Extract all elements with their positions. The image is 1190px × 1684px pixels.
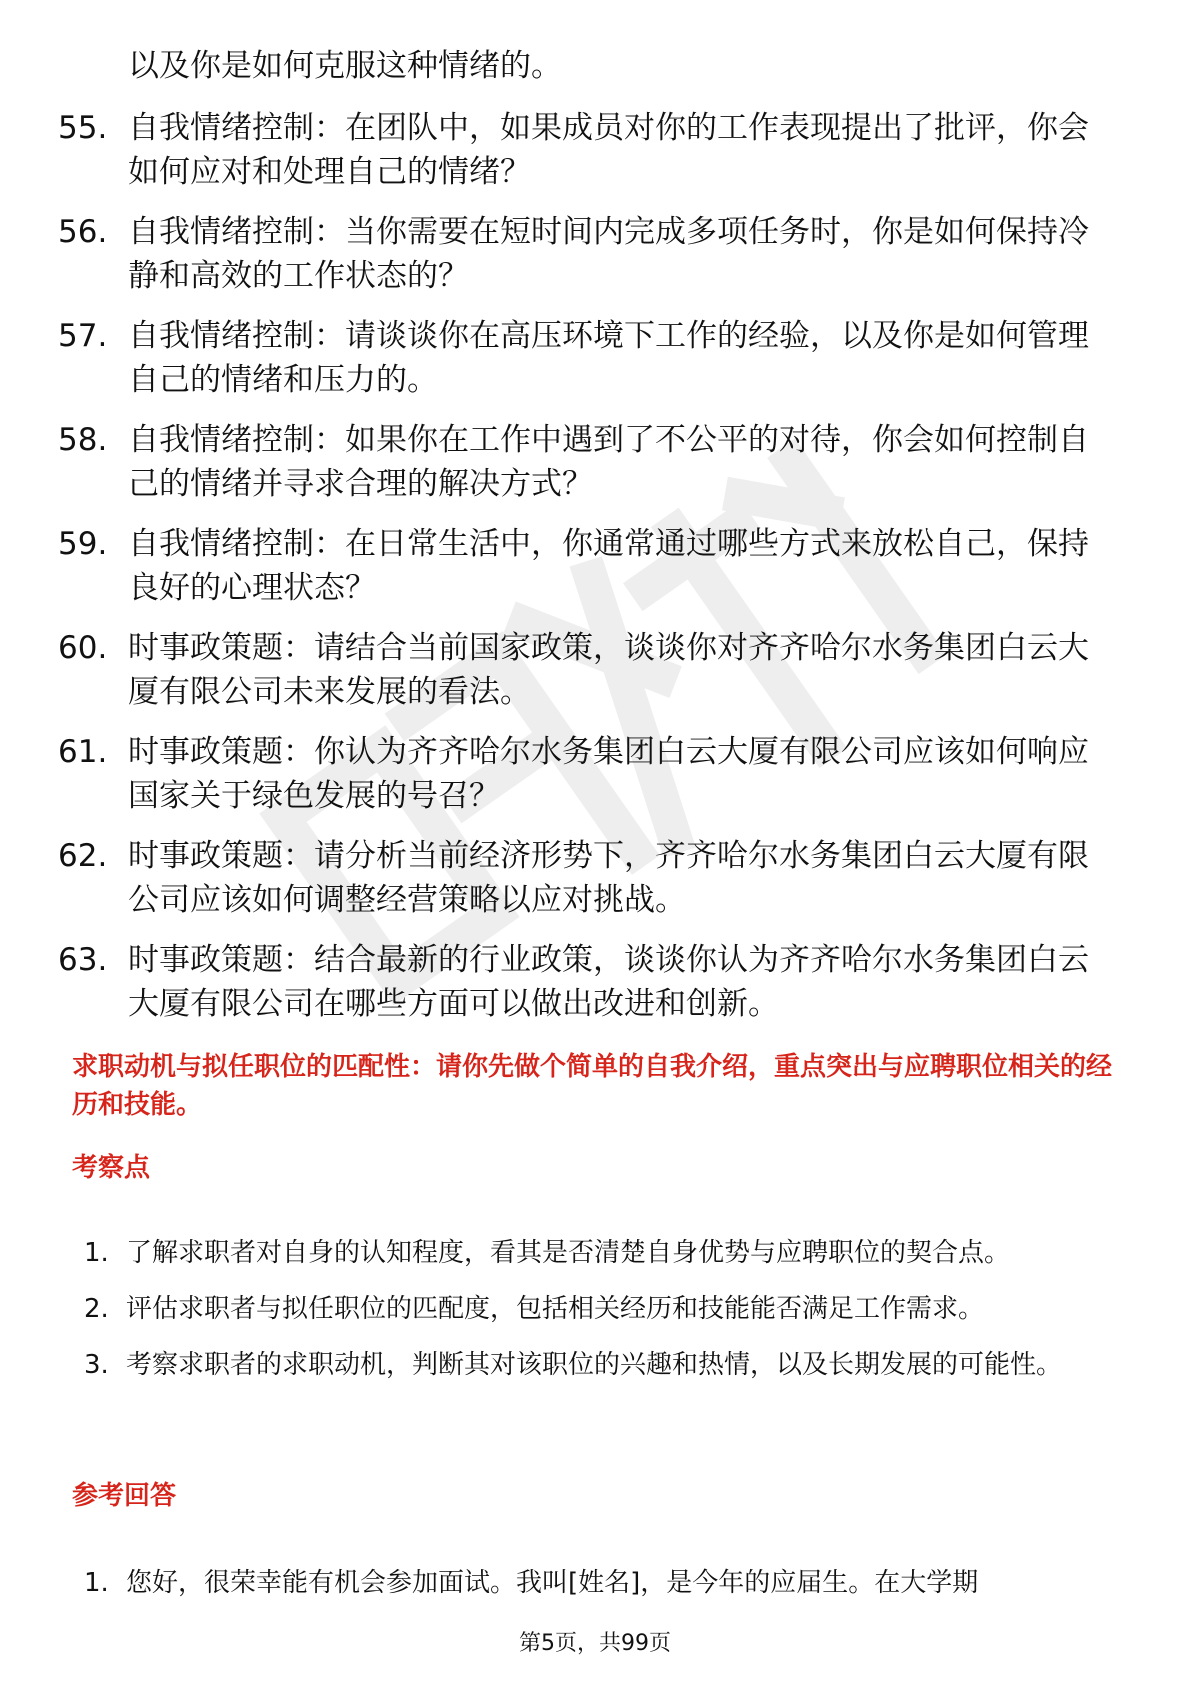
question-text: 时事政策题：你认为齐齐哈尔水务集团白云大厦有限公司应该如何响应国家关于绿色发展的号召？ bbox=[128, 734, 1089, 814]
list-item-text: 考察求职者的求职动机，判断其对该职位的兴趣和热情，以及长期发展的可能性。 bbox=[126, 1350, 1063, 1380]
question-item bbox=[0, 522, 1190, 626]
question-item bbox=[0, 314, 1190, 418]
question-text: 时事政策题：结合最新的行业政策，谈谈你认为齐齐哈尔水务集团白云大厦有限公司在哪些方面可以做出改进和创新。 bbox=[128, 942, 1089, 1022]
question-text: 自我情绪控制：在日常生活中，你通常通过哪些方式来放松自己，保持良好的心理状态？ bbox=[128, 526, 1089, 606]
list-item-number: 3. bbox=[84, 1350, 109, 1380]
question-text: 自我情绪控制：请谈谈你在高压环境下工作的经验，以及你是如何管理自己的情绪和压力的。 bbox=[128, 318, 1089, 398]
question-text: 自我情绪控制：在团队中，如果成员对你的工作表现提出了批评，你会如何应对和处理自己的情绪？ bbox=[128, 110, 1089, 190]
examine-points-list bbox=[0, 1225, 1190, 1449]
question-number: 57. bbox=[58, 318, 108, 354]
question-item bbox=[0, 730, 1190, 834]
question-item bbox=[0, 106, 1190, 210]
question-number: 63. bbox=[58, 942, 108, 978]
list-item-text: 您好，很荣幸能有机会参加面试。我叫[姓名]，是今年的应届生。在大学期 bbox=[126, 1568, 979, 1598]
section-heading: 求职动机与拟任职位的匹配性：请你先做个简单的自我介绍，重点突出与应聘职位相关的经历和技能。 bbox=[72, 1052, 1113, 1120]
list-item bbox=[0, 1337, 1190, 1449]
list-item-number: 1. bbox=[84, 1568, 109, 1598]
list-item bbox=[0, 1281, 1190, 1337]
list-item-number: 2. bbox=[84, 1294, 109, 1324]
question-item bbox=[0, 626, 1190, 730]
list-item-text: 了解求职者对自身的认知程度，看其是否清楚自身优势与应聘职位的契合点。 bbox=[126, 1238, 1011, 1268]
reference-answer-heading: 参考回答 bbox=[72, 1481, 177, 1511]
list-item bbox=[0, 1225, 1190, 1281]
reference-answer-list bbox=[0, 1555, 1190, 1611]
question-continuation: 以及你是如何克服这种情绪的。 bbox=[128, 48, 562, 84]
question-item bbox=[0, 418, 1190, 522]
list-item-number: 1. bbox=[84, 1238, 109, 1268]
question-number: 58. bbox=[58, 422, 108, 458]
question-item bbox=[0, 938, 1190, 1042]
page-footer: 第5页，共99页 bbox=[519, 1631, 671, 1656]
question-text: 自我情绪控制：如果你在工作中遇到了不公平的对待，你会如何控制自己的情绪并寻求合理的解决方式？ bbox=[128, 422, 1089, 502]
question-number: 62. bbox=[58, 838, 108, 874]
question-number: 61. bbox=[58, 734, 108, 770]
examine-points-heading: 考察点 bbox=[72, 1153, 151, 1183]
question-text: 自我情绪控制：当你需要在短时间内完成多项任务时，你是如何保持冷静和高效的工作状态的？ bbox=[128, 214, 1089, 294]
list-item-text: 评估求职者与拟任职位的匹配度，包括相关经历和技能能否满足工作需求。 bbox=[126, 1294, 985, 1324]
question-number: 56. bbox=[58, 214, 108, 250]
question-text: 时事政策题：请分析当前经济形势下，齐齐哈尔水务集团白云大厦有限公司应该如何调整经营策略以应对挑战。 bbox=[128, 838, 1089, 918]
question-number: 60. bbox=[58, 630, 108, 666]
list-item bbox=[0, 1555, 1190, 1611]
question-list bbox=[0, 106, 1190, 1042]
question-number: 55. bbox=[58, 110, 108, 146]
question-item bbox=[0, 210, 1190, 314]
question-text: 时事政策题：请结合当前国家政策，谈谈你对齐齐哈尔水务集团白云大厦有限公司未来发展的看法。 bbox=[128, 630, 1089, 710]
question-item bbox=[0, 834, 1190, 938]
question-number: 59. bbox=[58, 526, 108, 562]
